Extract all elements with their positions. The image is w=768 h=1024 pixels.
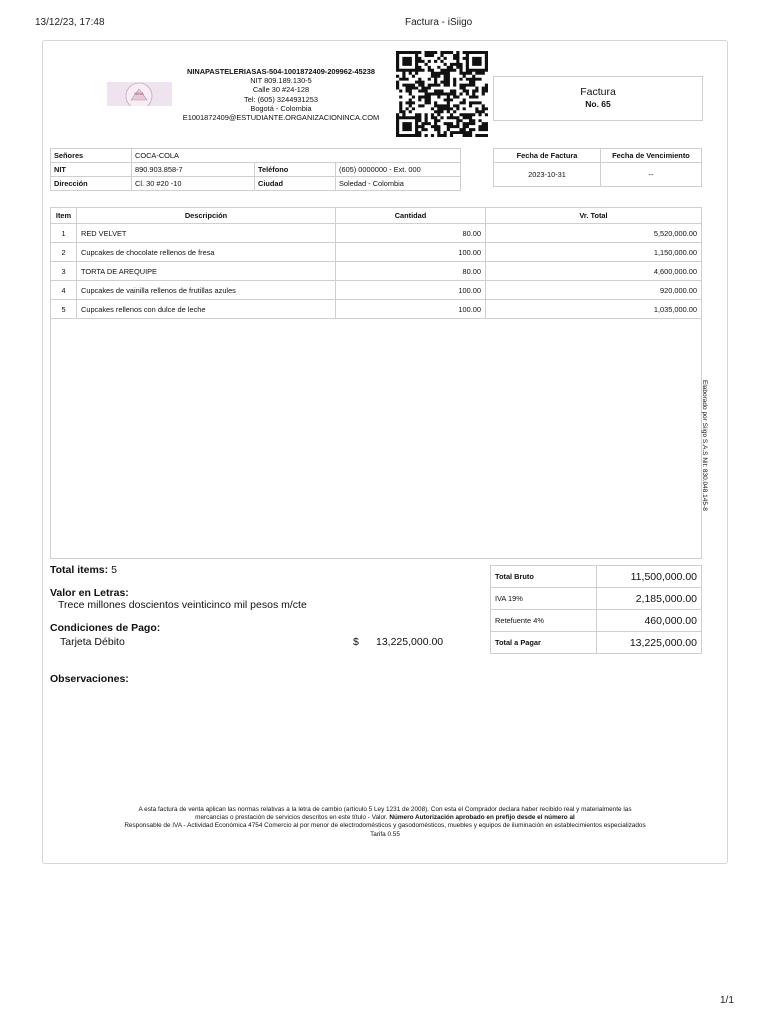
print-datetime: 13/12/23, 17:48	[35, 17, 105, 28]
totals-table	[490, 565, 702, 654]
direccion-label: Dirección	[51, 177, 132, 191]
item-number: 3	[51, 262, 77, 281]
client-table	[50, 148, 461, 191]
item-quantity: 100.00	[336, 243, 486, 262]
total-row	[491, 610, 702, 632]
item-description: Cupcakes de chocolate rellenos de fresa	[77, 243, 336, 262]
condicion-valor: 13,225,000.00	[376, 636, 444, 648]
fecha-factura-value: 2023-10-31	[494, 163, 601, 187]
fecha-factura-label: Fecha de Factura	[494, 149, 601, 163]
nit-value: 890.903.858-7	[132, 163, 255, 177]
page-number: 1/1	[720, 995, 734, 1006]
item-total: 920,000.00	[486, 281, 702, 300]
item-description: Cupcakes rellenos con dulce de leche	[77, 300, 336, 319]
col-descripcion: Descripción	[77, 208, 336, 224]
retefuente-value: 460,000.00	[597, 610, 702, 632]
condicion-pago: Tarjeta Débito	[60, 636, 125, 648]
ciudad-label: Ciudad	[255, 177, 336, 191]
total-row	[491, 566, 702, 588]
item-description: TORTA DE AREQUIPE	[77, 262, 336, 281]
item-number: 1	[51, 224, 77, 243]
table-row	[51, 224, 702, 243]
item-total: 5,520,000.00	[486, 224, 702, 243]
senores-label: Señores	[51, 149, 132, 163]
total-items-label: Total items:	[50, 564, 109, 576]
item-description: RED VELVET	[77, 224, 336, 243]
total-items-value: 5	[111, 564, 117, 576]
condiciones-label: Condiciones de Pago:	[50, 622, 161, 634]
print-title: Factura - iSiigo	[405, 17, 473, 28]
item-number: 4	[51, 281, 77, 300]
item-total: 4,600,000.00	[486, 262, 702, 281]
senores-value: COCA-COLA	[132, 149, 461, 163]
invoice-label: Factura	[580, 86, 616, 98]
company-city: Bogotá - Colombia	[250, 103, 312, 113]
direccion-value: Cl. 30 #20 -10	[132, 177, 255, 191]
company-address: Calle 30 #24-128	[252, 85, 310, 95]
item-number: 2	[51, 243, 77, 262]
company-email: E1001872409@ESTUDIANTE.ORGANIZACIONINCA.COM	[182, 113, 380, 123]
item-total: 1,150,000.00	[486, 243, 702, 262]
legal-line-3: Responsable de IVA - Actividad Económica 4754 Comercio al por menor de electrodomésticos y gasodomésticos, muebles y equipos de iluminación en establecimientos especializados	[124, 822, 646, 830]
item-quantity: 80.00	[336, 262, 486, 281]
currency-symbol: $	[353, 636, 359, 648]
telefono-label: Teléfono	[255, 163, 336, 177]
col-vr-total: Vr. Total	[486, 208, 702, 224]
legal-notice	[60, 806, 710, 839]
valor-letras-label: Valor en Letras:	[50, 587, 129, 599]
table-row	[51, 262, 702, 281]
siigo-side-note: Elaborado por Siigo S.A.S Nit: 830.048.145-8	[701, 380, 708, 511]
item-total: 1,035,000.00	[486, 300, 702, 319]
total-row	[491, 588, 702, 610]
total-bruto-value: 11,500,000.00	[597, 566, 702, 588]
observaciones-label: Observaciones:	[50, 673, 129, 685]
legal-line-2a: mercancías o prestación de servicios descritos en este título - Valor.	[195, 814, 388, 822]
ciudad-value: Soledad - Colombia	[336, 177, 461, 191]
retefuente-label: Retefuente 4%	[491, 610, 597, 632]
invoice-number: No. 65	[585, 99, 611, 109]
total-row	[491, 632, 702, 654]
qr-modules	[396, 51, 488, 137]
item-number: 5	[51, 300, 77, 319]
qr-code	[396, 51, 488, 137]
fecha-vencimiento-label: Fecha de Vencimiento	[601, 149, 702, 163]
col-item: Item	[51, 208, 77, 224]
item-quantity: 100.00	[336, 300, 486, 319]
item-quantity: 100.00	[336, 281, 486, 300]
invoice-number-box	[493, 76, 703, 121]
iva-label: IVA 19%	[491, 588, 597, 610]
legal-line-2	[60, 814, 710, 822]
table-row	[51, 281, 702, 300]
item-quantity: 80.00	[336, 224, 486, 243]
legal-line-4: Tarifa 0.55	[370, 830, 400, 838]
company-name: NINAPASTELERIASAS-504-1001872409-209962-45238	[186, 67, 376, 76]
legal-line-1: A esta factura de venta aplican las normas relativas a la letra de cambio (artículo 5 Ley 1231 de 2008). Con esta el Comprador declara haber recibido real y materialmente las	[138, 806, 632, 813]
fecha-vencimiento-value: --	[601, 163, 702, 187]
total-pagar-label: Total a Pagar	[491, 632, 597, 654]
iva-value: 2,185,000.00	[597, 588, 702, 610]
col-cantidad: Cantidad	[336, 208, 486, 224]
telefono-value: (605) 0000000 - Ext. 000	[336, 163, 461, 177]
company-info	[170, 67, 392, 122]
table-row	[51, 300, 702, 319]
table-row	[51, 243, 702, 262]
total-pagar-value: 13,225,000.00	[597, 632, 702, 654]
legal-line-2b: Número Autorización aprobado en prefijo desde el número al	[389, 814, 575, 822]
dates-table	[493, 148, 702, 187]
nit-label: NIT	[51, 163, 132, 177]
item-description: Cupcakes de vainilla rellenos de frutillas azules	[77, 281, 336, 300]
valor-letras-value: Trece millones doscientos veinticinco mil pesos m/cte	[58, 599, 307, 611]
company-nit: NIT 809.189.130-5	[250, 76, 312, 86]
company-logo	[107, 82, 172, 106]
total-bruto-label: Total Bruto	[491, 566, 597, 588]
svg-text:NINA: NINA	[134, 91, 144, 96]
company-phone: Tel: (605) 3244931253	[244, 94, 318, 104]
items-table	[50, 207, 702, 319]
total-items	[50, 564, 117, 576]
